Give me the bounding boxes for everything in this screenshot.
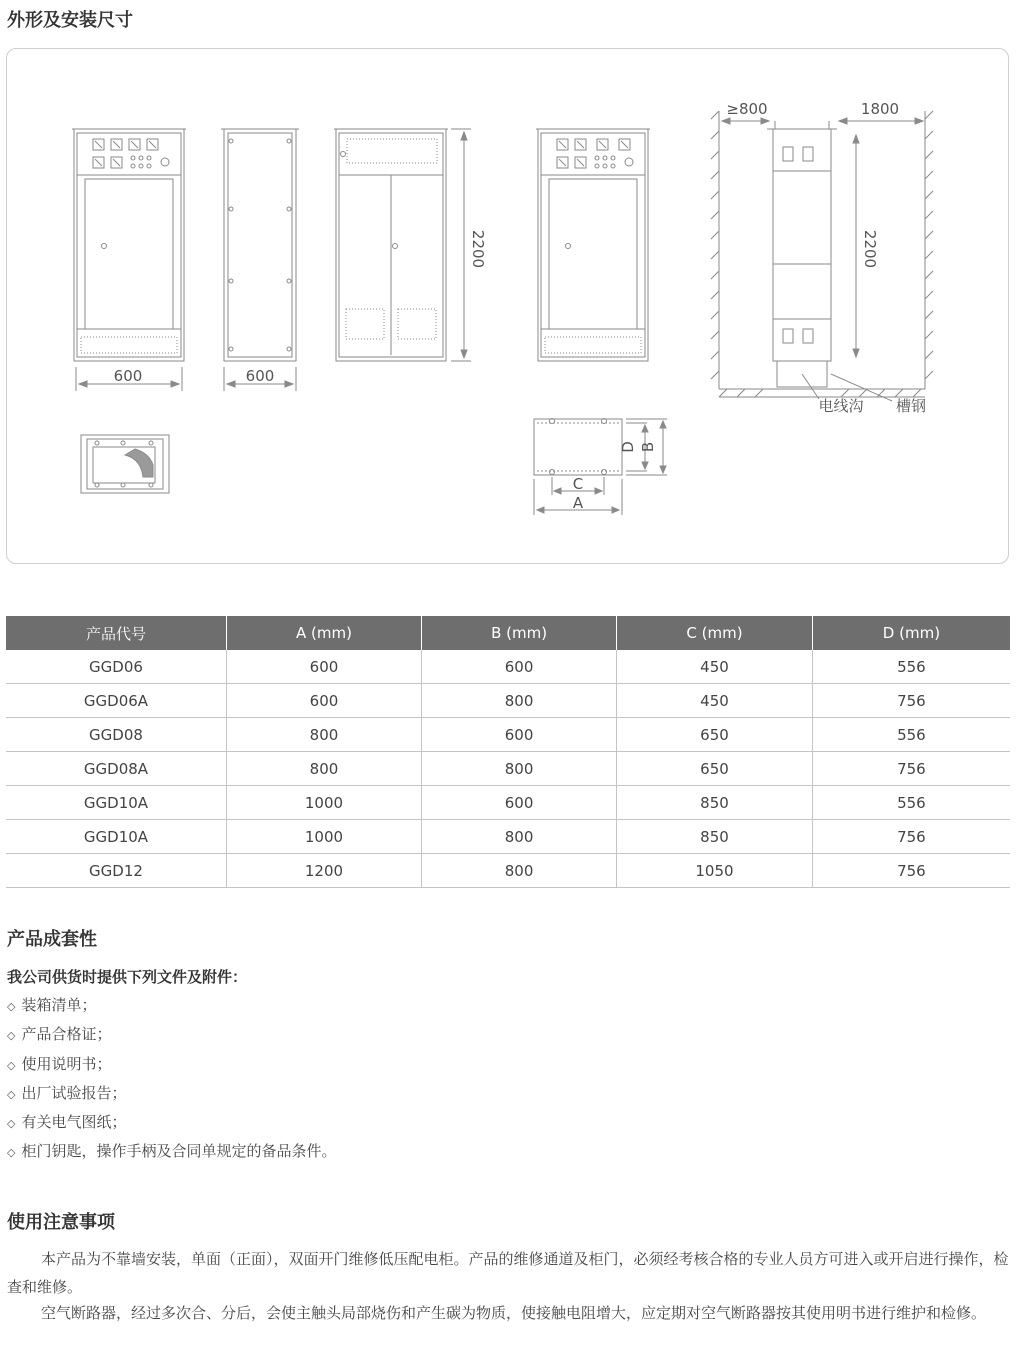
dim-A-label: A [572,494,584,512]
kit-lead-text: 我公司供货时提供下列文件及附件： [7,968,248,986]
cable-trench-label: 电线沟 [818,397,864,415]
table-cell: 800 [422,684,617,718]
dim-B-label: B [639,441,657,453]
table-cell: 800 [422,752,617,786]
diamond-bullet-icon: ◇ [7,1146,16,1160]
dim-width-side [224,367,296,391]
table-cell: 600 [422,718,617,752]
list-item-text: 装箱清单； [21,996,97,1014]
dim-width-front-label: 600 [113,367,143,385]
list-item [7,1108,336,1137]
diamond-bullet-icon: ◇ [7,1000,16,1013]
dimension-drawing-panel [6,48,1009,564]
table-cell: 1050 [617,854,813,888]
table-row [6,718,1010,752]
table-cell: 556 [812,650,1010,684]
foundation-plan [534,419,667,516]
table-row [6,650,1010,684]
table-cell: 756 [812,854,1010,888]
table-row [6,684,1010,718]
back-view-double-door [334,129,448,361]
table-cell: GGD08 [6,718,226,752]
table-cell: GGD06A [6,684,226,718]
diamond-bullet-icon: ◇ [7,1058,16,1072]
col-header-model: 产品代号 [6,616,226,650]
list-item-text: 产品合格证； [21,1025,112,1044]
notes-paragraph-1: 本产品为不靠墙安装，单面（正面），双面开门维修低压配电柜。产品的维修通道及柜门，必须经考核合格的专业人员方可进入或开启进行操作，检查和维修。 [7,1250,1009,1296]
table-cell: 600 [422,786,617,820]
col-header-c: C (mm) [617,616,813,650]
table-cell: 756 [812,820,1010,854]
table-cell: 800 [422,820,617,854]
front-view-panel [536,129,650,361]
spec-table [6,616,1010,888]
table-header-row [6,616,1010,650]
table-cell: GGD12 [6,854,226,888]
side-view [221,129,299,361]
table-cell: 650 [617,718,813,752]
table-cell: 800 [422,854,617,888]
table-cell: 600 [226,684,421,718]
table-cell: 600 [226,650,421,684]
list-item [7,1020,336,1049]
dim-height-install-label: 2200 [861,229,879,269]
table-cell: 756 [812,752,1010,786]
table-cell: 1000 [226,786,421,820]
table-cell: 850 [617,786,813,820]
clearance-back-label: 1800 [860,100,900,118]
dim-width-front [76,367,182,391]
list-item [7,1050,336,1079]
dim-C-label: C [572,475,584,493]
table-row [6,752,1010,786]
table-cell: 1200 [226,854,421,888]
table-cell: 756 [812,684,1010,718]
dim-width-side-label: 600 [245,367,275,385]
list-item-text: 有关电气图纸； [21,1113,127,1132]
list-item [7,1137,336,1166]
table-row [6,820,1010,854]
section-title-kit: 产品成套性 [7,929,97,950]
channel-steel-label: 槽钢 [895,397,927,415]
dim-D-label: D [619,441,637,453]
dim-height-back-label: 2200 [469,229,487,269]
table-cell: 800 [226,718,421,752]
table-cell: 600 [422,650,617,684]
table-cell: GGD10A [6,820,226,854]
table-cell: GGD06 [6,650,226,684]
list-item [7,991,336,1020]
table-cell: 650 [617,752,813,786]
list-item-text: 出厂试验报告； [21,1083,127,1102]
col-header-b: B (mm) [422,616,617,650]
table-cell: 556 [812,786,1010,820]
table-cell: 1000 [226,820,421,854]
list-item [7,1079,336,1108]
table-cell: GGD08A [6,752,226,786]
dim-height-back [451,129,487,361]
col-header-d: D (mm) [812,616,1010,650]
col-header-a: A (mm) [226,616,421,650]
front-view-single-door [72,129,186,361]
diamond-bullet-icon: ◇ [7,1117,16,1131]
table-row [6,786,1010,820]
section-title-dimensions: 外形及安装尺寸 [7,10,133,31]
cabinet-drawings [7,49,1010,565]
clearance-front-label: ≥800 [726,100,768,118]
diamond-bullet-icon: ◇ [7,1087,16,1101]
table-cell: 850 [617,820,813,854]
list-item-text: 使用说明书； [21,1054,112,1073]
table-cell: 556 [812,718,1010,752]
section-title-notes: 使用注意事项 [7,1212,115,1233]
table-cell: 450 [617,684,813,718]
table-cell: 450 [617,650,813,684]
base-plate-top-view [81,435,169,493]
table-cell: 800 [226,752,421,786]
kit-list [7,991,336,1167]
table-row [6,854,1010,888]
diamond-bullet-icon: ◇ [7,1029,16,1043]
notes-paragraph-2: 空气断路器，经过多次合、分后，会使主触头局部烧伤和产生碳为物质，使接触电阻增大，应定期对空气断路器按其使用明书进行维护和检修。 [41,1304,987,1322]
installation-section [711,100,933,415]
list-item-text: 柜门钥匙，操作手柄及合同单规定的备品条件。 [21,1142,337,1161]
table-cell: GGD10A [6,786,226,820]
